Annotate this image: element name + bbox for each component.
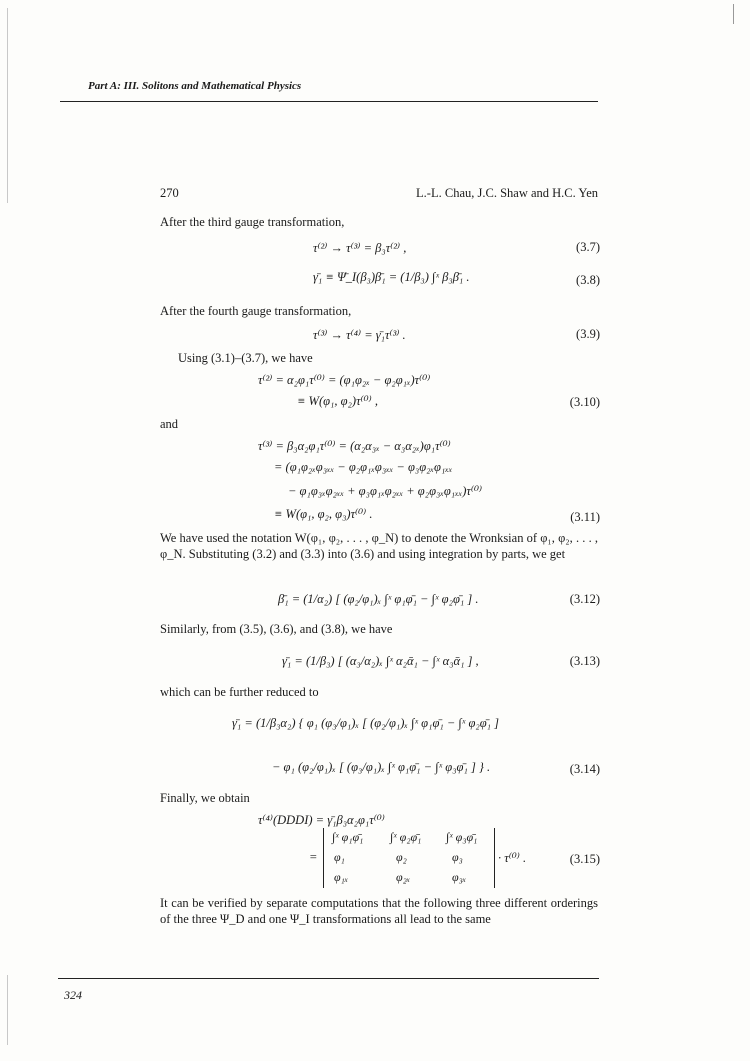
equation-3-10-line2: ≡ W(φ₁, φ₂)τ⁽⁰⁾ ,	[297, 394, 378, 408]
page-number: 270	[160, 186, 179, 200]
paragraph: After the third gauge transformation,	[160, 215, 345, 229]
equation-3-11-line3: − φ₁φ₃ₓφ₂ₓₓ + φ₃φ₁ₓφ₂ₓₓ + φ₂φ₃ₓφ₁ₓₓ)τ⁽⁰⁾	[288, 484, 483, 498]
det-cell: ∫ˣ φ₂φ̄₁	[390, 830, 422, 844]
running-header: Part A: III. Solitons and Mathematical Physics	[88, 80, 302, 92]
running-authors: L.-L. Chau, J.C. Shaw and H.C. Yen	[416, 186, 598, 200]
paragraph: After the fourth gauge transformation,	[160, 304, 352, 318]
equation-number: (3.9)	[576, 327, 600, 341]
equation-3-14-line2: − φ₁ (φ₂/φ₁)ₓ [ (φ₃/φ₁)ₓ ∫ˣ φ₁φ̄₁ − ∫ˣ φ₃φ̄₁ ] } .	[272, 760, 491, 774]
equation-3-10-line1: τ⁽²⁾ = α₂φ₁τ⁽⁰⁾ = (φ₁φ₂ₓ − φ₂φ₁ₓ)τ⁽⁰⁾	[258, 373, 431, 387]
equation-3-14-line1: γ̄₁ = (1/β₃α₂) { φ₁ (φ₃/φ₁)ₓ [ (φ₂/φ₁)ₓ ∫ˣ φ₁φ̄₁ − ∫ˣ φ₂φ̄₁ ]	[232, 716, 499, 730]
equation-3-15-line1: τ⁽⁴⁾(DDDI) = γ̄₁β₃α₂φ₁τ⁽⁰⁾	[258, 813, 385, 827]
equation-number: (3.14)	[569, 762, 600, 776]
paragraph: Using (3.1)–(3.7), we have	[178, 351, 313, 365]
det-cell: φ₃	[452, 850, 463, 864]
equation-number: (3.11)	[570, 510, 600, 524]
equation-3-15-tail: · τ⁽⁰⁾ .	[498, 851, 527, 865]
wronskian-determinant	[323, 828, 495, 888]
det-cell: ∫ˣ φ₃φ̄₁	[446, 830, 478, 844]
equation-number: (3.13)	[569, 654, 600, 668]
scan-margin-line	[7, 8, 8, 203]
paragraph: Finally, we obtain	[160, 791, 250, 805]
equation-3-9: τ⁽³⁾ → τ⁽⁴⁾ = γ̄₁τ⁽³⁾ .	[313, 328, 406, 342]
equation-3-11-line1: τ⁽³⁾ = β₃α₂φ₁τ⁽⁰⁾ = (α₂α₃ₓ − α₃α₂ₓ)φ₁τ⁽⁰⁾	[258, 439, 451, 453]
equation-3-11-line4: ≡ W(φ₁, φ₂, φ₃)τ⁽⁰⁾ .	[274, 507, 373, 521]
det-cell: φ₃ₓ	[452, 870, 467, 884]
paragraph: which can be further reduced to	[160, 685, 319, 699]
equation-number: (3.15)	[569, 852, 600, 866]
equals-sign: =	[309, 850, 318, 864]
header-rule	[60, 101, 598, 102]
equation-3-12: β̄₁ = (1/α₂) [ (φ₂/φ₁)ₓ ∫ˣ φ₁φ̄₁ − ∫ˣ φ₂φ̄₁ ] .	[278, 592, 479, 606]
footer-rule	[58, 978, 599, 979]
folio-number: 324	[64, 988, 82, 1002]
equation-number: (3.12)	[569, 592, 600, 606]
scan-margin-line	[733, 4, 734, 24]
det-cell: φ₁ₓ	[334, 870, 349, 884]
det-cell: φ₁	[334, 850, 345, 864]
equation-3-8: γ̄₁ ≡ Ψ̄_I(β₃)β̄₁ = (1/β₃) ∫ˣ β₃β̄₁ .	[313, 270, 470, 284]
paragraph: It can be verified by separate computations that the following three different orderings of the three Ψ_D and one Ψ_I transformations all lead to the same	[160, 896, 598, 926]
equation-number: (3.8)	[576, 273, 600, 287]
scan-margin-line	[7, 975, 8, 1045]
equation-3-13: γ̄₁ = (1/β₃) [ (α₃/α₂)ₓ ∫ˣ α₂ᾱ₁ − ∫ˣ α₃ᾱ₁ ] ,	[282, 654, 479, 668]
det-cell: ∫ˣ φ₁φ̄₁	[332, 830, 364, 844]
paragraph: Similarly, from (3.5), (3.6), and (3.8), we have	[160, 622, 393, 636]
det-cell: φ₂ₓ	[396, 870, 411, 884]
paragraph: and	[160, 417, 179, 431]
paragraph: We have used the notation W(φ₁, φ₂, . . . , φ_N) to denote the Wronksian of φ₁, φ₂, . . . , φ_N. Substituting (3.2) and (3.3) into (3.6) and using integration by parts, we get	[160, 531, 598, 561]
equation-3-7: τ⁽²⁾ → τ⁽³⁾ = β₃τ⁽²⁾ ,	[313, 241, 407, 255]
equation-number: (3.10)	[569, 395, 600, 409]
equation-number: (3.7)	[576, 240, 600, 254]
equation-3-11-line2: = (φ₁φ₂ₓφ₃ₓₓ − φ₂φ₁ₓφ₃ₓₓ − φ₃φ₂ₓφ₁ₓₓ	[274, 460, 453, 474]
det-cell: φ₂	[396, 850, 407, 864]
